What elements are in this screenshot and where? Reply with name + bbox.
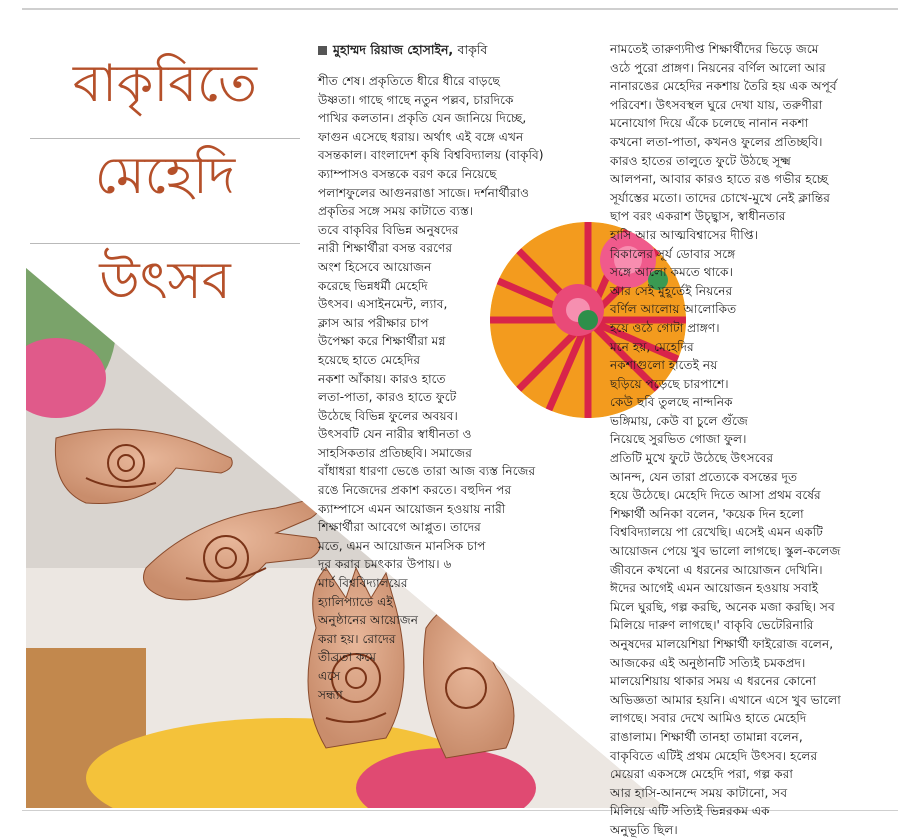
article-line: নারী শিক্ষার্থীরা বসন্ত বরণের	[318, 241, 453, 256]
article-line: বাঁধাধরা ধারণা ভেঙে তারা আজ ব্যস্ত নিজের	[318, 464, 536, 479]
article-line: উঠেছে বিভিন্ন ফুলের অবয়ব।	[318, 408, 458, 423]
article-line: অনুষ্ঠানের আয়োজন	[318, 613, 419, 628]
article-line: আনন্দ, যেন তারা প্রত্যেকে বসন্তের দূত	[610, 469, 798, 484]
article-line: কারও হাতের তালুতে ফুটে উঠছে সূক্ষ্ম	[610, 153, 791, 168]
article-line: আজকের এই অনুষ্ঠানটি সত্যিই চমকপ্রদ।	[610, 655, 806, 670]
article-line: রঙে নিজেদের প্রকাশ করতে। বহুদিন পর	[318, 483, 512, 498]
article-line: ভঙ্গিমায়, কেউ বা চুলে গুঁজে	[610, 413, 748, 428]
article-line: তীব্রতা কমে	[318, 650, 377, 665]
headline-rule-2	[30, 243, 300, 244]
article-line: অংশ হিসেবে আয়োজন	[318, 259, 432, 274]
headline-line-3: উৎসব	[99, 251, 231, 311]
headline-line-1: বাকৃবিতে	[72, 54, 258, 114]
article-line: ছাপ বরং একরাশ উচ্ছ্বাস, স্বাধীনতার	[610, 209, 786, 224]
article-line: দূর করার চমৎকার উপায়। ৬	[318, 557, 452, 572]
article-line: আর সেই মুহূর্তেই নিয়নের	[610, 283, 733, 298]
article-line: মনে হয়, মেহেদির	[610, 339, 694, 354]
article-line: উৎসব। এসাইনমেন্ট, ল্যাব,	[318, 297, 448, 312]
byline-place: বাকৃবি	[457, 42, 488, 57]
article-line: মেয়েরা একসঙ্গে মেহেদি পরা, গল্প করা	[610, 767, 793, 782]
article-line: ক্যাম্পাসে এমন আয়োজন হওয়ায় নারী	[318, 501, 506, 516]
article-line: প্রতিটি মুখে ফুটে উঠেছে উৎসবের	[610, 451, 774, 466]
article-line: করা হয়। রোদের	[318, 631, 396, 646]
article-line: শিক্ষার্থী অনিকা বলেন, 'কয়েক দিন হলো	[610, 506, 804, 521]
article-line: মার্চ বিশ্ববিদ্যালয়ের	[318, 576, 408, 591]
article-line: এসে	[318, 669, 341, 683]
byline	[318, 42, 487, 62]
article-line: কেউ ছবি তুলছে নান্দনিক	[610, 395, 733, 410]
headline-rule-1	[30, 138, 300, 139]
article-line: সূর্যাস্তের মতো। তাদের চোখে-মুখে নেই ক্লান্তির	[610, 190, 830, 205]
article-line: মনোযোগ দিয়ে এঁকে চলেছে নানান নকশা	[610, 116, 809, 131]
article-line: বসন্তকাল। বাংলাদেশ কৃষি বিশ্ববিদ্যালয় (বাকৃবি)	[318, 148, 544, 163]
headline-line-2: মেহেদি	[94, 146, 236, 206]
article-line: উৎসবটি যেন নারীর স্বাধীনতা ও	[318, 427, 472, 442]
byline-author: মুহাম্মদ রিয়াজ হোসাইন,	[333, 42, 454, 57]
article-line: লাগছে। সবার দেখে আমিও হাতে মেহেদি	[610, 711, 807, 726]
article-line: পরিবেশ। উৎসবস্থল ঘুরে দেখা যায়, তরুণীরা	[610, 97, 823, 112]
article-line: নকশাগুলো হাতেই নয়	[610, 358, 718, 373]
article-line: করেছে ভিন্নধর্মী মেহেদি	[318, 278, 428, 293]
article-line: জীবনে কখনো এ ধরনের আয়োজন দেখিনি।	[610, 562, 823, 577]
article-line: শিক্ষার্থীরা আবেগে আপ্লুত। তাদের	[318, 520, 481, 535]
article-line: বিকালের সূর্য ডোবার সঙ্গে	[610, 246, 736, 261]
article-line: ছড়িয়ে পড়েছে চারপাশে।	[610, 376, 729, 391]
article-line: অভিজ্ঞতা আমার হয়নি। এখানে এসে খুব ভালো	[610, 692, 841, 707]
article-line: আলপনা, আবার কারও হাতে রঙ গভীর হচ্ছে	[610, 172, 829, 187]
article-line: মিলে ঘুরছি, গল্প করছি, অনেক মজা করছি। সব	[610, 599, 835, 614]
article-line: ফাগুন এসেছে ধরায়। অর্থাৎ এই বঙ্গে এখন	[318, 129, 524, 144]
article-line: হাসি আর আত্মবিশ্বাসের দীপ্তি।	[610, 227, 759, 242]
article-line: আর হাসি-আনন্দে সময় কাটানো, সব	[610, 785, 788, 800]
article-line: সন্ধ্যা	[318, 687, 343, 702]
article-line: হয়ে ওঠে গোটা প্রাঙ্গণ।	[610, 320, 720, 335]
article-line: হ্যালিপ্যাডে এই	[318, 594, 393, 609]
article-line: নামতেই তারুণ্যদীপ্ত শিক্ষার্থীদের ভিড়ে জমে	[610, 42, 819, 56]
article-line: রাঙালাম। শিক্ষার্থী তানহা তামান্না বলেন,	[610, 729, 803, 744]
article-line: তবে বাকৃবির বিভিন্ন অনুষদের	[318, 222, 459, 237]
article-line: ক্যাম্পাসও বসন্তকে বরণ করে নিয়েছে	[318, 166, 497, 181]
article-line: ক্লাস আর পরীক্ষার চাপ	[318, 315, 429, 330]
article-line: মিলিয়ে দারুণ লাগছে।' বাকৃবি ভেটেরিনারি	[610, 618, 814, 633]
article-line: মতে, এমন আয়োজন মানসিক চাপ	[318, 538, 486, 553]
article-line: পাখির কলতান। প্রকৃতি যেন জানিয়ে দিচ্ছে,	[318, 111, 527, 126]
article-line: লতা-পাতা, কারও হাতে ফুটে	[318, 390, 457, 405]
article-line: বর্ণিল আলোয় আলোকিত	[610, 302, 737, 317]
article-line: মিলিয়ে এটি সত্যিই ভিন্নরকম এক	[610, 804, 770, 819]
article-line: নকশা আঁকায়। কারও হাতে	[318, 371, 446, 386]
article-line: অনুষদের মালয়েশিয়া শিক্ষার্থী ফাইরোজ বলেন,	[610, 637, 834, 651]
article-column-2	[610, 40, 841, 840]
article-line: শীত শেষ। প্রকৃতিতে ধীরে ধীরে বাড়ছে	[318, 74, 500, 88]
article-line: নিয়েছে সুরভিত গোজা ফুল।	[610, 432, 747, 447]
article-line: কখনো লতা-পাতা, কখনও ফুলের প্রতিচ্ছবি।	[610, 134, 823, 149]
article-line: সাহসিকতার প্রতিচ্ছবি। সমাজের	[318, 445, 472, 460]
article-line: ঈদের আগেই এমন আয়োজন হওয়ায় সবাই	[610, 581, 819, 596]
article-line: হয়েছে হাতে মেহেদির	[318, 352, 421, 367]
article-line: উষ্ণতা। গাছে গাছে নতুন পল্লব, চারদিকে	[318, 92, 514, 107]
article-line: সঙ্গে আলো কমতে থাকে।	[610, 265, 733, 280]
article-column-1	[318, 72, 544, 704]
article-line: বাকৃবিতে এটিই প্রথম মেহেদি উৎসব। হলের	[610, 748, 818, 763]
article-line: হয়ে উঠেছে। মেহেদি দিতে আসা প্রথম বর্ষের	[610, 488, 821, 503]
article-line: আয়োজন পেয়ে খুব ভালো লাগছে। স্কুল-কলেজ	[610, 544, 841, 559]
byline-square-icon	[318, 46, 327, 55]
article-line: নানারঙের মেহেদির নকশায় তৈরি হয় এক অপূর্ব	[610, 79, 837, 94]
article-line: বিশ্ববিদ্যালয়ে পা রেখেছি। এসেই এমন একটি	[610, 525, 823, 540]
article-line: পলাশফুলের আগুনরাঙা সাজে। দর্শনার্থীরাও	[318, 185, 530, 200]
article-line: অনুভূতি ছিল।	[610, 822, 678, 837]
article-line: ওঠে পুরো প্রাঙ্গণ। নিয়নের বর্ণিল আলো আর	[610, 60, 826, 75]
article-line: মালয়েশিয়ায় থাকার সময় এ ধরনের কোনো	[610, 674, 817, 689]
article-line: উপেক্ষা করে শিক্ষার্থীরা মগ্ন	[318, 334, 446, 349]
article-line: প্রকৃতির সঙ্গে সময় কাটাতে ব্যস্ত।	[318, 204, 474, 219]
